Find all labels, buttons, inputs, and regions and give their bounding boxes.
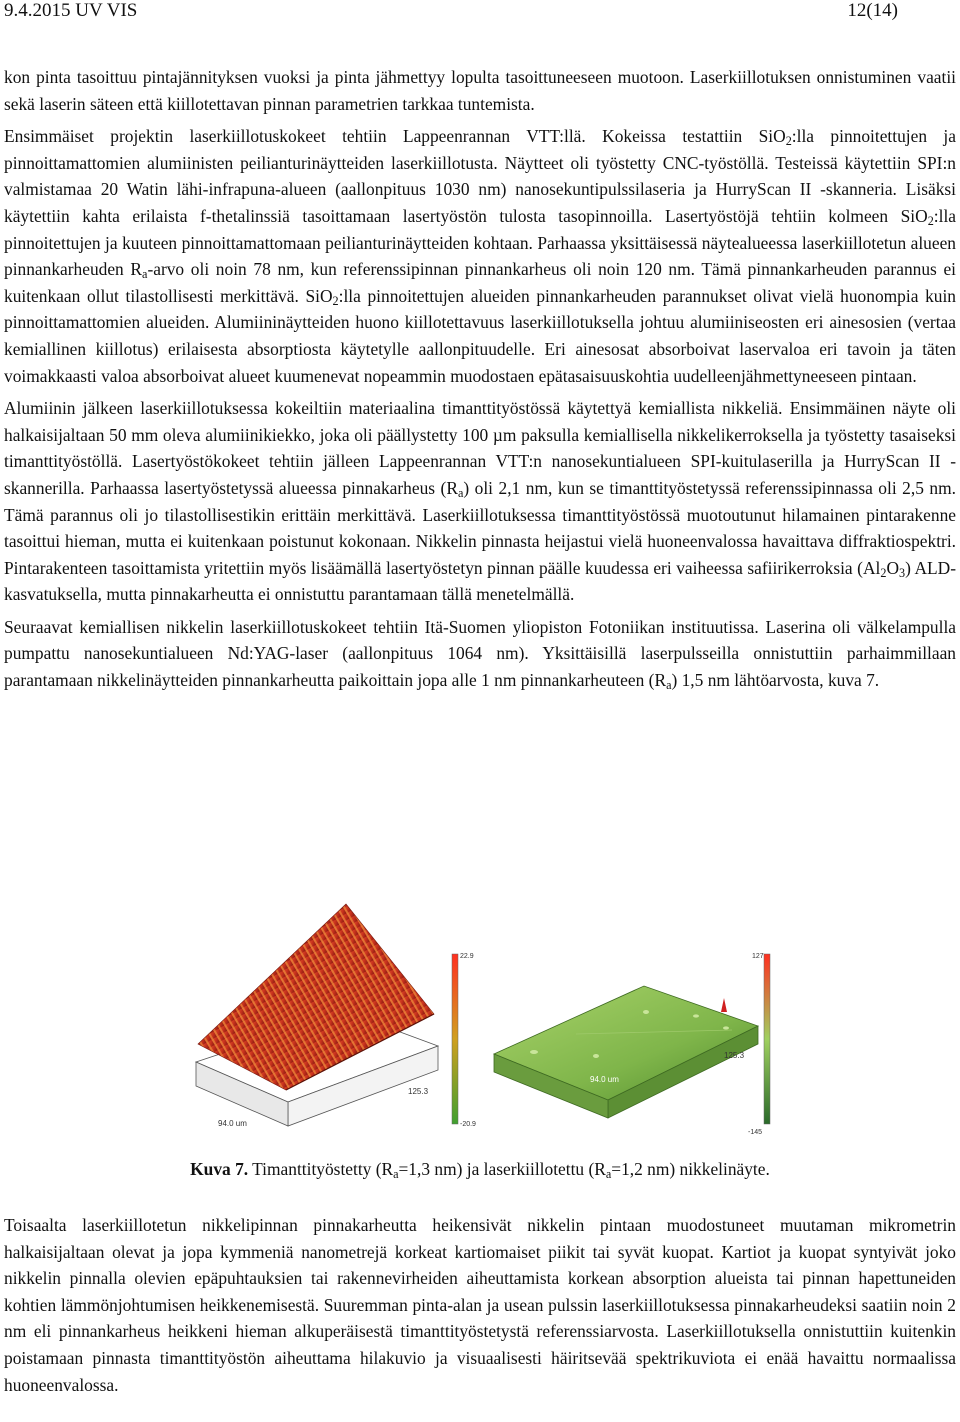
- surface-plots-image: [176, 894, 776, 1140]
- paragraph: [4, 1212, 956, 1398]
- caption-text: =1,2 nm) nikkelinäyte.: [611, 1159, 770, 1179]
- figure-surface-plots: [176, 894, 776, 1140]
- right-width-label: 94.0 um: [590, 1075, 619, 1084]
- text-span: ) 1,5 nm lähtöarvosta, kuva 7.: [671, 670, 880, 691]
- text-span: Toisaalta laserkiillotetun nikkelipinnan pinnakarheutta heikensivät nikkelin pintaan muodostuneet muutaman mikrometrin halkaisijaltaan olevat ja jopa kymmeniä nanometrejä korkeat kartiomaiset piikit tai syvät kuopat. Kartiot ja kuopat syntyivät joko nikkelin pinnalla olevien epäpuhtauksien tai rakennevirheiden aiheuttamista korkean absorption alueista tai pinnan hapettuneiden kohtien lämmönjohtumisen heikkenemisestä. Suuremman pinta-alan ja usean pulssin laserkiillotuksessa pinnakarheudeksi saatiin noin 2 nm eli pinnankarheus heikkeni hieman alkuperäisestä timanttityöstetystä referenssiarvosta. Laserkiillotuksella onnistuttiin kuitenkin poistamaan pinnasta timanttityöstön aiheuttama hilakuvio ja visuaalisesti häiritsevää spektrikuviota ei enää havaittu normaalissa huoneenvalossa.: [4, 1215, 956, 1395]
- text-span: O: [886, 557, 900, 578]
- paragraph: [4, 614, 956, 694]
- text-span: :lla pinnoitettujen alueiden pinnankarheuden parannukset olivat vielä huonompia kuin pinnoittamattomien alueiden. Alumiininäytteiden huono kiillotettavuus laserkiillotuksella johtuu alumiiniseosten eri ainesosien (vertaa kemiallinen kiillotus) erilaisesta absorptiosta käytetylle aallonpituudelle. Eri ainesosat absorboivat laservaloa eri tavoin ja täten voimakkaasti valoa absorboivat alueet kuumenevat nopeammin muodostaen epätasaisuuskohtia uudelleenjähmettyneeseen pintaan.: [4, 285, 956, 386]
- text-span: Seuraavat kemiallisen nikkelin laserkiillotuskokeet tehtiin Itä-Suomen yliopiston Fotoniikan instituutissa. Laserina oli välkelampulla pumpattu nanosekuntialueen Nd:YAG-laser (aallonpituus 1064 nm). Yksittäisillä laserpulsseilla onnistuttiin parhaimmillaan parantamaan nikkelinäytteiden pinnankarheutta paikoittain jopa alle 1 nm pinnankarheuteen (R: [4, 616, 956, 691]
- left-scale-bottom: -20.9: [460, 1121, 476, 1128]
- subscript: a: [605, 1167, 612, 1181]
- subscript: 2: [785, 134, 792, 149]
- right-scale-top: 127: [752, 953, 764, 960]
- text-span: -arvo oli noin 78 nm, kun referenssipinnan pinnankarheus oli noin 120 nm. Tämä pinnankarheuden parannus ei kuitenkaan ollut tilastollisesti merkittävä. SiO: [4, 259, 957, 306]
- body-text-lower: [4, 1212, 956, 1398]
- text-span: Ensimmäiset projektin laserkiillotuskokeet tehtiin Lappeenrannan VTT:llä. Kokeissa testattiin SiO: [4, 126, 786, 147]
- caption-text: =1,3 nm) ja laserkiillotettu (R: [398, 1159, 606, 1179]
- subscript: 2: [927, 213, 934, 228]
- right-scale-bottom: -145: [748, 1129, 763, 1136]
- figure-caption: [0, 1159, 960, 1180]
- subscript: a: [393, 1167, 399, 1181]
- header-date: 9.4.2015 UV VIS: [4, 0, 138, 21]
- paragraph: [4, 123, 956, 389]
- text-span: :lla pinnoitettujen ja pinnoittamattomien alumiinisten peilianturinäytteiden laserkiillotusta. Näytteet oli työstetty CNC-työstöllä. Testeissä käytettiin SPI:n valmistamaa 20 Watin lähi-infrapuna-alueen (aallonpituus 1030 nm) nanosekuntipulssilaseria ja HurryScan II -skanneria. Lisäksi käytettiin kahta erilaista f-thetalinssiä tasoittamaan lasertyöstön tulosta tasopinnoilla. Lasertyöstöjä tehtiin kolmeen SiO: [4, 126, 956, 226]
- page-number: 12(14): [847, 0, 898, 21]
- subscript: a: [666, 678, 672, 693]
- left-scale-top: 22.9: [460, 953, 474, 960]
- text-span: ) oli 2,1 nm, kun se timanttityöstetyssä referenssipinnassa oli 2,5 nm. Tämä parannus oli jo tilastollisestikin erittäin merkittävä. Laserkiillotuksessa timanttityöstössä muotoutunut hilamainen pintarakenne tasoittui hieman, mutta ei kuitenkaan poistunut kokonaan. Nikkelin pinnasta heijastui vielä huoneenvalossa havaittava diffraktiospektri. Pintarakenteen tasoittamista yritettiin myös lisäämällä lasertyöstetyn pinnan päälle kuudessa eri vaiheessa safiirikerroksia (Al: [4, 477, 956, 578]
- caption-text: Timanttityöstetty (R: [248, 1159, 394, 1179]
- page-header: [0, 0, 960, 30]
- subscript: 2: [880, 565, 887, 580]
- subscript: 3: [899, 565, 906, 580]
- body-text: [4, 64, 956, 694]
- left-depth-label: 125.3: [408, 1087, 429, 1096]
- text-span: ) ALD-kasvatuksella, mutta pinnakarheutta ei onnistuttu parantamaan tällä menetelmällä.: [4, 557, 956, 605]
- subscript: a: [457, 485, 464, 500]
- subscript: 2: [332, 293, 339, 308]
- left-width-label: 94.0 um: [218, 1119, 247, 1128]
- text-span: kon pinta tasoittuu pintajännityksen vuoksi ja pinta jähmettyy lopulta tasoittuneeseen muotoon. Laserkiillotuksen onnistuminen vaatii sekä laserin säteen että kiillotettavan pinnan parametrien tarkkaa tuntemista.: [4, 67, 956, 114]
- right-depth-label: 125.3: [724, 1051, 745, 1060]
- paragraph: [4, 395, 956, 608]
- text-span: Alumiinin jälkeen laserkiillotuksessa kokeiltiin materiaalina timanttityöstössä käytettyä kemiallista nikkeliä. Ensimmäinen näyte oli halkaisijaltaan 50 mm oleva alumiinikiekko, joka oli päällystetty 100 µm paksulla kemiallisella nikkelikerroksella ja työstetty tasaiseksi timanttityöstöllä. Lasertyöstökokeet tehtiin jälleen Lappeenrannan VTT:n nanosekuntialueen SPI-kuitulaserilla ja HurryScan II -skannerilla. Parhaassa lasertyöstetyssä alueessa pinnakarheus (R: [4, 398, 956, 498]
- text-span: :lla pinnoitettujen ja kuuteen pinnoittamattomaan peilianturinäytteiden kohtaan. Parhaassa yksittäisessä näytealueessa laserkiillotetun alueen pinnankarheuden R: [4, 205, 956, 280]
- paragraph: [4, 64, 956, 117]
- caption-label: Kuva 7.: [190, 1159, 249, 1179]
- subscript: a: [142, 267, 148, 282]
